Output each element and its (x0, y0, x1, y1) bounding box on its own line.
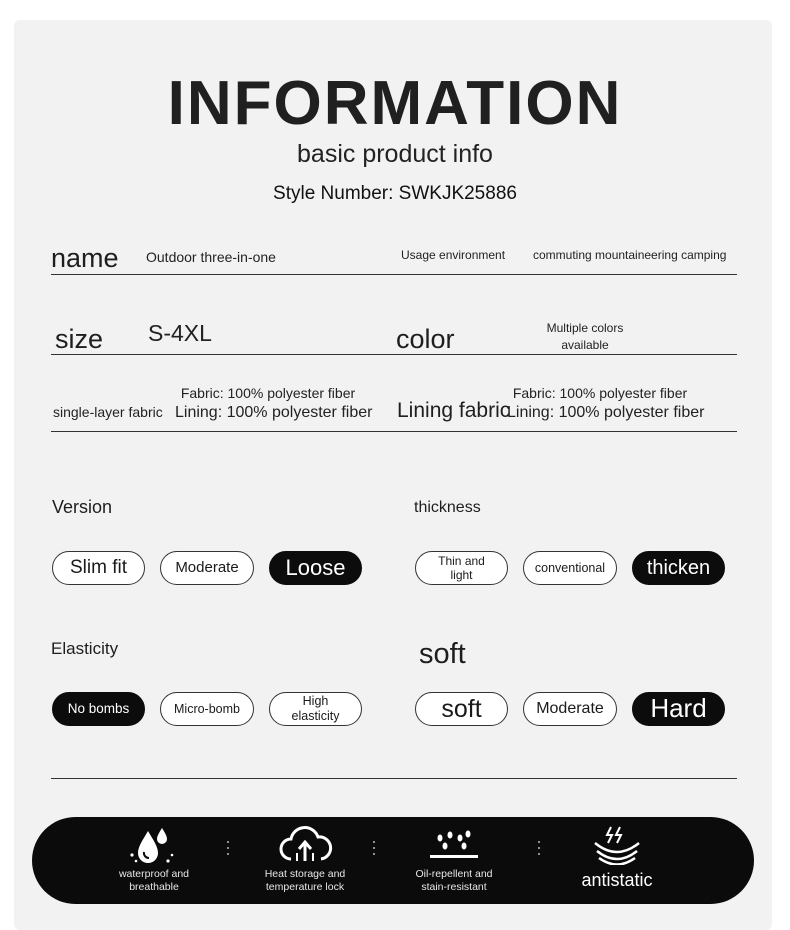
elasticity-option-no-bombs[interactable] (52, 692, 145, 726)
option-label: Hard (650, 693, 707, 724)
color-value (540, 320, 630, 355)
feature-caption-line1: waterproof and (118, 868, 190, 880)
usage-label: Usage environment (401, 248, 506, 262)
lightning-waves-icon (562, 825, 672, 865)
feature-oil-repellent (404, 817, 504, 904)
row-divider (51, 354, 737, 355)
version-option-loose[interactable] (269, 551, 362, 585)
soft-label: soft (419, 638, 466, 670)
feature-caption-line2: breathable (129, 881, 179, 894)
option-label: Slim fit (70, 556, 127, 578)
separator-dots (372, 841, 376, 857)
feature-caption-line1: antistatic (581, 870, 653, 890)
usage-value: commuting mountaineering camping (533, 248, 727, 262)
color-value-line1: Multiple colors (546, 321, 624, 335)
name-label: name (51, 243, 119, 273)
feature-caption-line2: temperature lock (265, 881, 345, 894)
thickness-label: thickness (414, 499, 481, 516)
version-label: Version (52, 497, 113, 517)
name-value: Outdoor three-in-one (146, 249, 276, 265)
thickness-option-thicken[interactable] (632, 551, 725, 585)
option-label: Moderate (175, 559, 239, 576)
lining-fabric-label: Lining fabric (397, 399, 511, 422)
feature-caption-line2: stain-resistant (421, 881, 487, 894)
option-label: thicken (646, 557, 711, 579)
option-label-line1: Thin and (438, 553, 485, 568)
color-value-line2: available (561, 338, 609, 353)
thickness-option-thin-and-light[interactable] (415, 551, 508, 585)
elasticity-option-high-elasticity[interactable] (269, 692, 362, 726)
option-label: Loose (285, 554, 346, 580)
option-label: Moderate (536, 700, 604, 718)
single-layer-line2: Lining: 100% polyester fiber (175, 404, 373, 421)
single-layer-value (175, 385, 373, 422)
single-layer-line1: Fabric: 100% polyester fiber (180, 385, 356, 401)
lining-fabric-value (507, 385, 705, 422)
feature-waterproof (104, 817, 204, 904)
page-subtitle: basic product info (297, 140, 493, 168)
feature-banner (32, 817, 754, 904)
row-divider (51, 431, 737, 432)
soft-option-moderate[interactable] (523, 692, 617, 726)
option-label-line2: elasticity (291, 709, 340, 723)
elasticity-option-micro-bomb[interactable] (160, 692, 254, 726)
option-label: No bombs (67, 700, 130, 716)
option-label: Micro-bomb (174, 701, 240, 716)
feature-caption-line1: Oil-repellent and (415, 868, 493, 880)
size-label: size (55, 324, 104, 354)
single-layer-label: single-layer fabric (53, 404, 163, 420)
page-title: INFORMATION (167, 69, 623, 138)
feature-heat-storage (255, 817, 355, 904)
color-label: color (396, 324, 455, 354)
droplets-surface-icon (404, 825, 504, 865)
row-divider (51, 274, 737, 275)
lining-fabric-line1: Fabric: 100% polyester fiber (512, 385, 688, 401)
soft-option-hard[interactable] (632, 692, 725, 726)
version-option-slim-fit[interactable] (52, 551, 145, 585)
option-label: conventional (534, 560, 606, 575)
elasticity-label: Elasticity (51, 639, 119, 658)
feature-antistatic (562, 817, 672, 904)
option-label-line2: light (450, 568, 473, 582)
cloud-upload-icon (255, 825, 355, 865)
thickness-option-conventional[interactable] (523, 551, 617, 585)
separator-dots (537, 841, 541, 857)
style-number: Style Number: SWKJK25886 (273, 183, 517, 204)
option-label-line1: High (302, 694, 329, 708)
water-drops-icon (104, 825, 204, 865)
option-label: soft (441, 695, 482, 723)
lining-fabric-line2: Lining: 100% polyester fiber (507, 404, 705, 421)
feature-caption-line1: Heat storage and (264, 868, 346, 880)
version-option-moderate[interactable] (160, 551, 254, 585)
soft-option-soft[interactable] (415, 692, 508, 726)
section-divider (51, 778, 737, 779)
size-value: S-4XL (148, 320, 212, 346)
separator-dots (226, 841, 230, 857)
